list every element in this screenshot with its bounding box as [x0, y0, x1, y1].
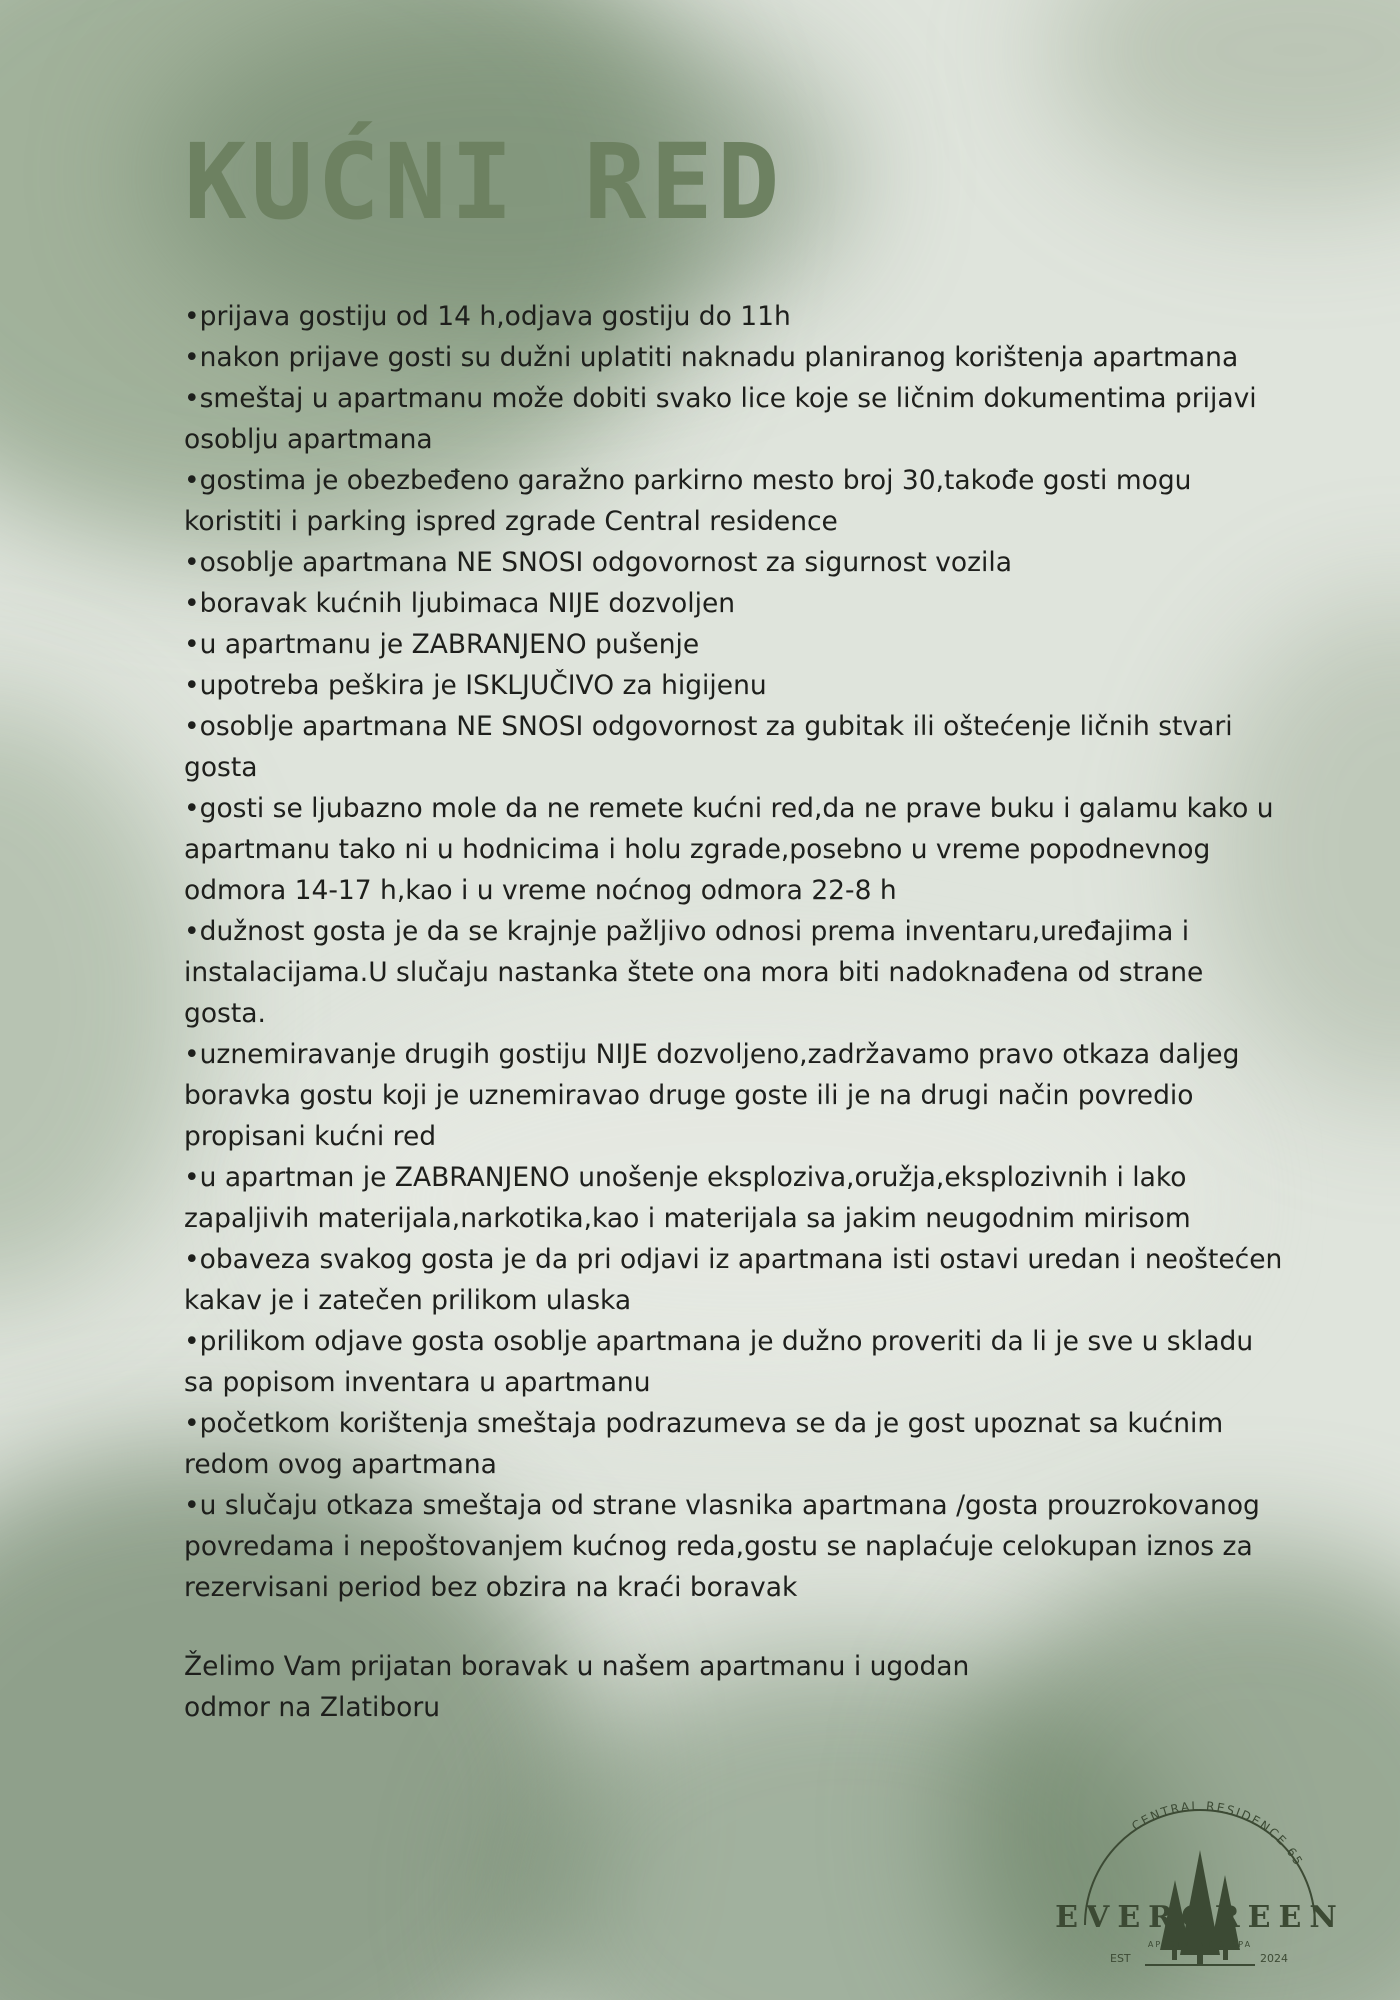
rule-item: •obaveza svakog gosta je da pri odjavi iz apartmana isti ostavi uredan i neoštećen kakav je i zatečen prilikom ulaska — [184, 1244, 1283, 1316]
rule-item: •boravak kućnih ljubimaca NIJE dozvoljen — [184, 588, 736, 619]
logo-brand-name: EVERGREEN — [1055, 1900, 1345, 1935]
logo-brand-subtitle: APARTMENT & SPA — [1147, 1940, 1253, 1949]
rule-item: •upotreba peškira je ISKLJUČIVO za higijenu — [184, 670, 767, 701]
closing-line: Želimo Vam prijatan boravak u našem apartmanu i ugodan — [184, 1651, 970, 1682]
closing-line: odmor na Zlatiboru — [184, 1692, 441, 1723]
logo-arc-text: CENTRAL RESIDENCE 65 — [1129, 1798, 1307, 1870]
rule-item: •nakon prijave gosti su dužni uplatiti naknadu planiranog korištenja apartmana — [184, 342, 1239, 373]
rule-item: •prilikom odjave gosta osoblje apartmana je dužno proveriti da li je sve u skladu sa popisom inventara u apartmanu — [184, 1326, 1254, 1398]
rule-item: •osoblje apartmana NE SNOSI odgovornost za gubitak ili oštećenje ličnih stvari gosta — [184, 711, 1233, 783]
rule-item: •dužnost gosta je da se krajnje pažljivo odnosi prema inventaru,uređajima i instalacijama.U slučaju nastanka štete ona mora biti nadoknađena od strane gosta. — [184, 916, 1204, 1029]
rule-item: •prijava gostiju od 14 h,odjava gostiju do 11h — [184, 301, 791, 332]
closing-message — [184, 1646, 1084, 1728]
rule-item: •početkom korištenja smeštaja podrazumeva se da je gost upoznat sa kućnim redom ovog apartmana — [184, 1408, 1224, 1480]
rule-item: •gostima je obezbeđeno garažno parkirno mesto broj 30,takođe gosti mogu koristiti i parking ispred zgrade Central residence — [184, 465, 1192, 537]
page-title: KUĆNI RED — [184, 121, 784, 243]
rule-item: •gosti se ljubazno mole da ne remete kućni red,da ne prave buku i galamu kako u apartmanu tako ni u hodnicima i holu zgrade,posebno u vreme popodnevnog odmora 14-17 h,kao i u vreme noćnog odmora 22-8 h — [184, 793, 1274, 906]
rule-item: •u apartmanu je ZABRANJENO pušenje — [184, 629, 700, 660]
logo-year: 2024 — [1260, 1952, 1288, 1965]
evergreen-logo — [1050, 1790, 1350, 1990]
rule-item: •osoblje apartmana NE SNOSI odgovornost za sigurnost vozila — [184, 547, 1012, 578]
house-rules-list — [184, 296, 1284, 1608]
rule-item: •u slučaju otkaza smeštaja od strane vlasnika apartmana /gosta prouzrokovanog povredama i nepoštovanjem kućnog reda,gostu se naplaćuje celokupan iznos za rezervisani period bez obzira na kraći boravak — [184, 1490, 1260, 1603]
rule-item: •uznemiravanje drugih gostiju NIJE dozvoljeno,zadržavamo pravo otkaza daljeg boravka gostu koji je uznemiravao druge goste ili je na drugi način povredio propisani kućni red — [184, 1039, 1240, 1152]
rule-item: •u apartman je ZABRANJENO unošenje eksploziva,oružja,eksplozivnih i lako zapaljivih materijala,narkotika,kao i materijala sa jakim neugodnim mirisom — [184, 1162, 1191, 1234]
rule-item: •smeštaj u apartmanu može dobiti svako lice koje se ličnim dokumentima prijavi osoblju apartmana — [184, 383, 1257, 455]
logo-est: EST — [1110, 1952, 1131, 1965]
